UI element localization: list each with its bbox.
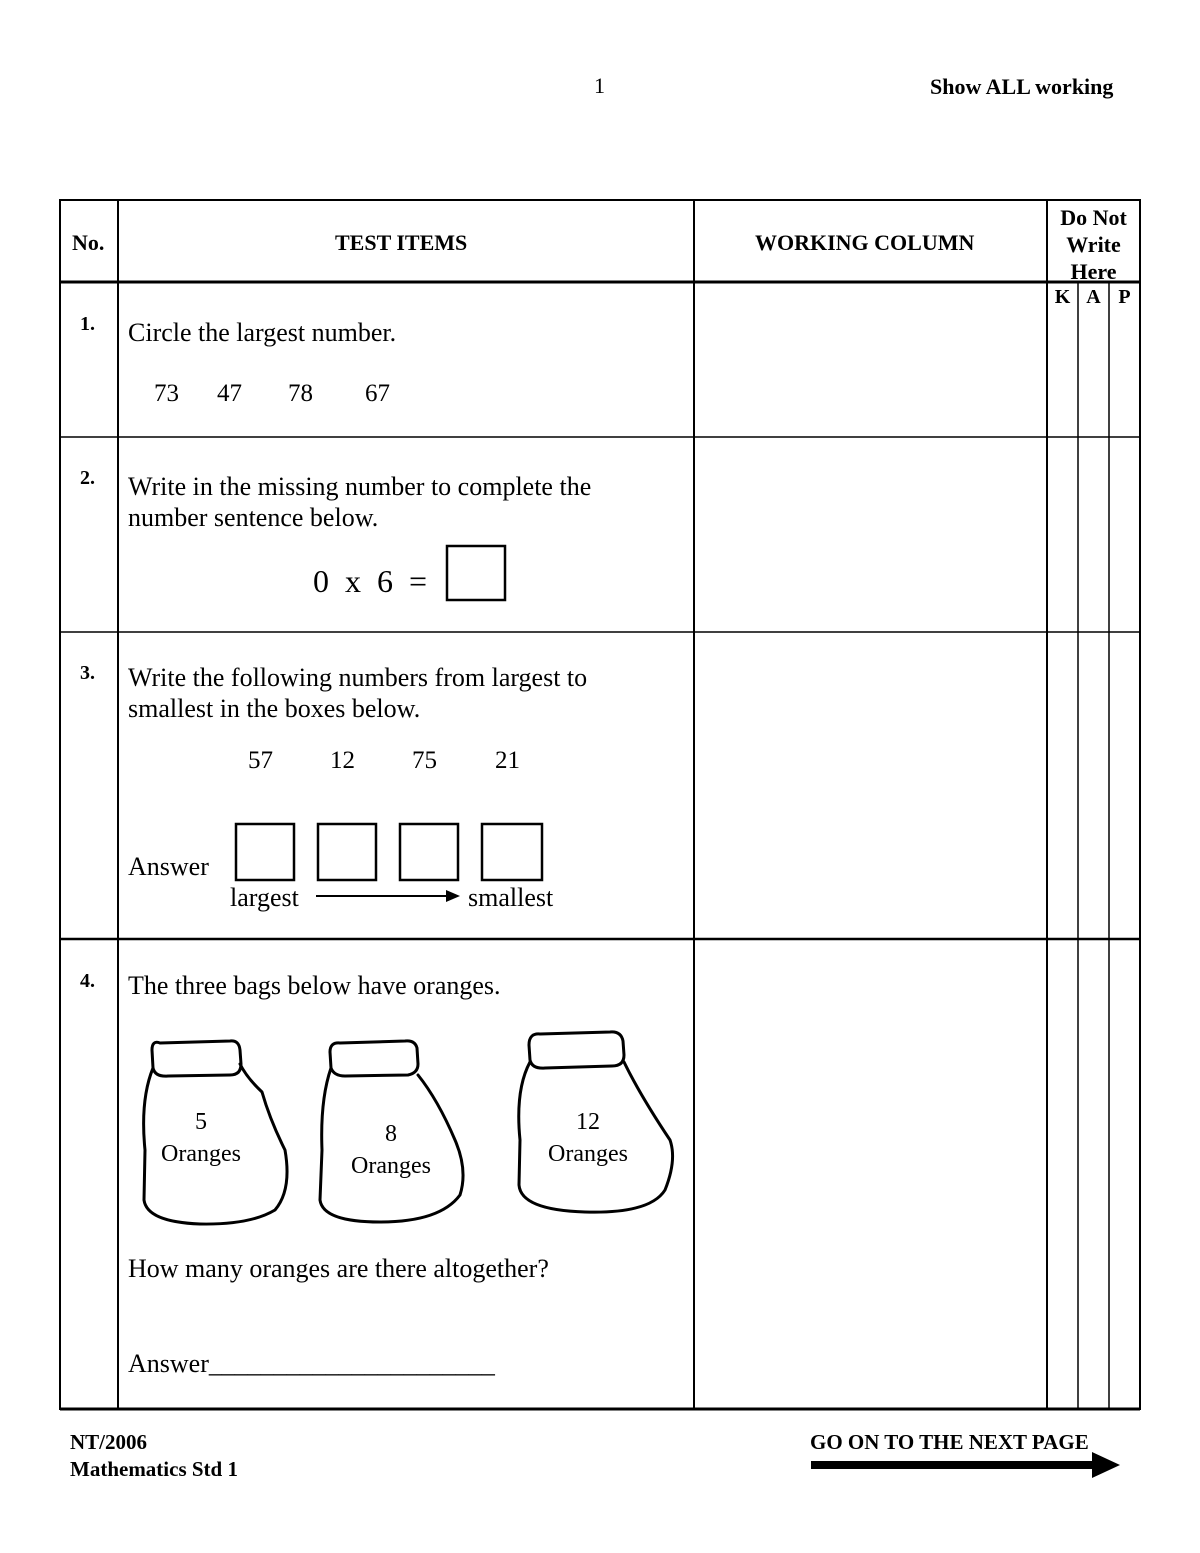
question-number-1: 1. xyxy=(80,313,95,335)
question-number-3: 3. xyxy=(80,662,95,684)
next-page-arrow-icon xyxy=(811,1450,1123,1480)
q2-equation: 0 x 6 = xyxy=(313,563,428,599)
column-header-no: No. xyxy=(72,230,105,255)
bag-3-label: 12 Oranges xyxy=(548,1109,628,1167)
bag-1-label: 5 Oranges xyxy=(161,1109,241,1167)
column-header-test-items: TEST ITEMS xyxy=(335,230,468,255)
kap-header-p: P xyxy=(1118,286,1131,308)
page-number: 1 xyxy=(594,73,605,98)
q2-text-line-2: number sentence below. xyxy=(128,503,379,532)
q3-number-21: 21 xyxy=(495,747,520,774)
next-page-label: GO ON TO THE NEXT PAGE xyxy=(810,1430,1089,1454)
footer-code: NT/2006 xyxy=(70,1430,148,1454)
show-working-instruction: Show ALL working xyxy=(930,74,1114,99)
q3-text-line-1: Write the following numbers from largest to xyxy=(128,663,588,692)
q4-text: The three bags below have oranges. xyxy=(128,971,501,1000)
q1-number-78[interactable]: 78 xyxy=(288,380,313,407)
q3-smallest-label: smallest xyxy=(468,883,554,912)
q2-answer-box xyxy=(447,546,505,600)
q3-answer-box-2 xyxy=(318,824,376,880)
q3-text-line-2: smallest in the boxes below. xyxy=(128,694,421,723)
column-header-do-not-write: Do Not Write Here xyxy=(1060,205,1127,284)
q1-number-67[interactable]: 67 xyxy=(365,380,390,407)
q3-largest-label: largest xyxy=(230,883,299,912)
q1-text: Circle the largest number. xyxy=(128,318,397,347)
bag-2-label: 8 Oranges xyxy=(351,1121,431,1179)
q3-answer-box-3 xyxy=(400,824,458,880)
footer-subject: Mathematics Std 1 xyxy=(70,1457,238,1481)
kap-header-a: A xyxy=(1086,286,1101,308)
q3-number-12: 12 xyxy=(330,747,355,774)
q3-number-75: 75 xyxy=(412,747,437,774)
q3-number-57: 57 xyxy=(248,747,273,774)
column-header-working: WORKING COLUMN xyxy=(755,230,975,255)
q1-number-73[interactable]: 73 xyxy=(154,380,179,407)
q3-answer-box-4 xyxy=(482,824,542,880)
q2-text-line-1: Write in the missing number to complete the xyxy=(128,472,592,501)
kap-header-k: K xyxy=(1054,286,1071,308)
q3-answer-label: Answer xyxy=(128,852,209,881)
q4-answer-line[interactable]: Answer______________________ xyxy=(128,1349,495,1378)
question-number-2: 2. xyxy=(80,467,95,489)
q1-number-47[interactable]: 47 xyxy=(217,380,242,407)
question-number-4: 4. xyxy=(80,970,95,992)
q3-answer-box-1 xyxy=(236,824,294,880)
q4-question: How many oranges are there altogether? xyxy=(128,1254,549,1283)
